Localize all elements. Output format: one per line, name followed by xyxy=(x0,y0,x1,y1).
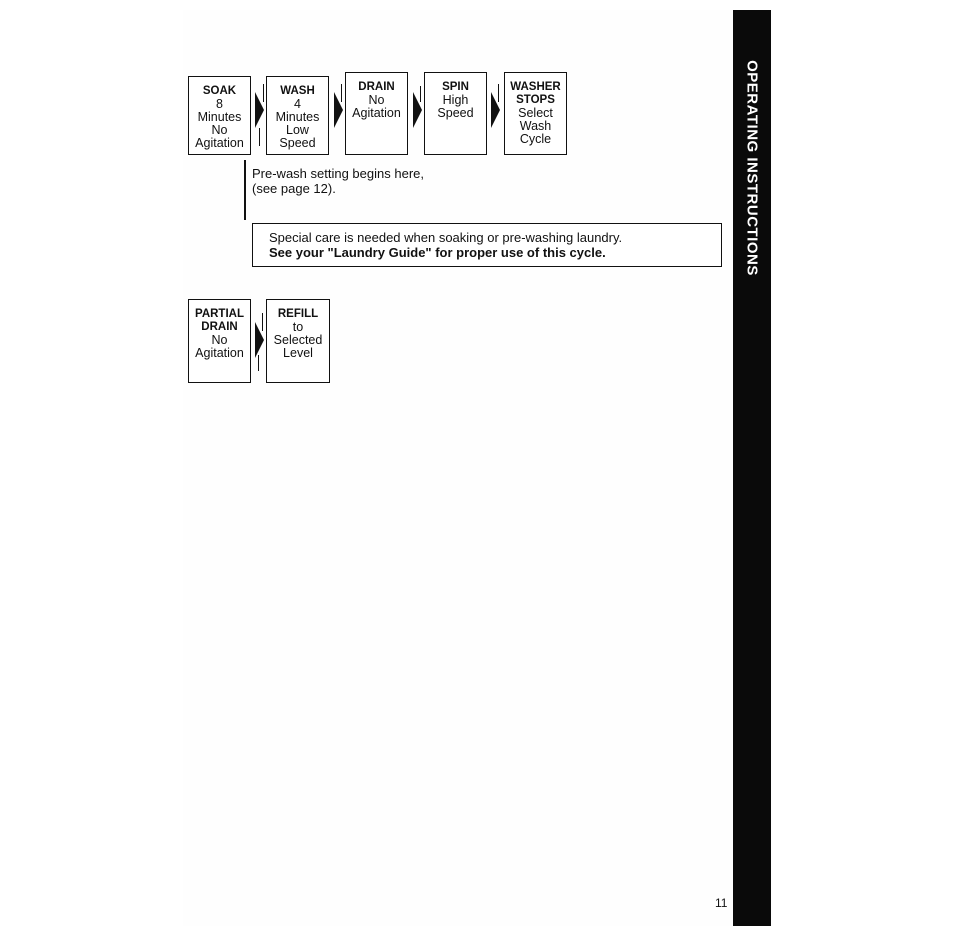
prewash-note-line: (see page 12). xyxy=(252,181,336,196)
flow-tick xyxy=(258,355,259,371)
prewash-note xyxy=(252,166,424,196)
step-wash-line: Low xyxy=(286,123,309,137)
step-washer-stops-line: Select xyxy=(518,106,553,120)
prewash-note-line: Pre-wash setting begins here, xyxy=(252,166,424,181)
step-wash-line: Minutes xyxy=(275,110,320,124)
caution-text: Special care is needed when soaking or pre-washing laundry. xyxy=(269,230,623,245)
step-drain-title: DRAIN xyxy=(358,81,395,93)
step-refill-line: Selected xyxy=(273,333,323,347)
step-soak-line: Agitation xyxy=(195,136,244,150)
step-partial-drain-title: PARTIAL xyxy=(195,308,244,320)
step-soak-title: SOAK xyxy=(202,85,237,97)
step-refill-line: Level xyxy=(283,346,313,360)
page-number: 11 xyxy=(715,896,728,910)
section-tab-label: OPERATING INSTRUCTIONS xyxy=(743,60,761,276)
step-soak-line: No xyxy=(211,123,228,137)
step-wash-line: 4 xyxy=(294,97,301,111)
step-spin-line: Speed xyxy=(437,106,474,120)
step-spin-title: SPIN xyxy=(442,81,469,93)
step-refill-line: to xyxy=(292,320,304,334)
caution-bold-text: See your "Laundry Guide" for proper use of this cycle. xyxy=(269,245,606,260)
flow-tick xyxy=(341,84,342,102)
step-spin xyxy=(424,72,487,155)
step-wash-line: Speed xyxy=(279,136,316,150)
step-drain xyxy=(345,72,408,155)
flow-tick xyxy=(263,84,264,102)
step-soak-line: 8 xyxy=(216,97,223,111)
step-washer-stops-title: WASHER xyxy=(510,81,561,93)
step-partial-drain-title: DRAIN xyxy=(201,321,238,333)
step-partial-drain-line: Agitation xyxy=(195,346,244,360)
flow-tick xyxy=(420,86,421,102)
step-partial-drain xyxy=(188,299,251,383)
prewash-marker xyxy=(244,160,246,220)
step-washer-stops-line: Wash xyxy=(519,119,552,133)
step-soak xyxy=(188,76,251,155)
step-soak-line: Minutes xyxy=(197,110,242,124)
step-refill xyxy=(266,299,330,383)
flow-tick xyxy=(498,84,499,102)
step-wash-title: WASH xyxy=(280,85,315,97)
step-wash xyxy=(266,76,329,155)
caution-box xyxy=(252,223,722,267)
step-washer-stops-title: STOPS xyxy=(516,94,555,106)
step-refill-title: REFILL xyxy=(277,308,319,320)
step-drain-line: Agitation xyxy=(352,106,401,120)
step-washer-stops xyxy=(504,72,567,155)
flow-tick xyxy=(262,313,263,331)
flow-tick xyxy=(259,128,260,146)
step-spin-line: High xyxy=(442,93,469,107)
section-tab xyxy=(733,10,771,926)
step-washer-stops-line: Cycle xyxy=(519,132,552,146)
step-drain-line: No xyxy=(368,93,385,107)
step-partial-drain-line: No xyxy=(211,333,228,347)
